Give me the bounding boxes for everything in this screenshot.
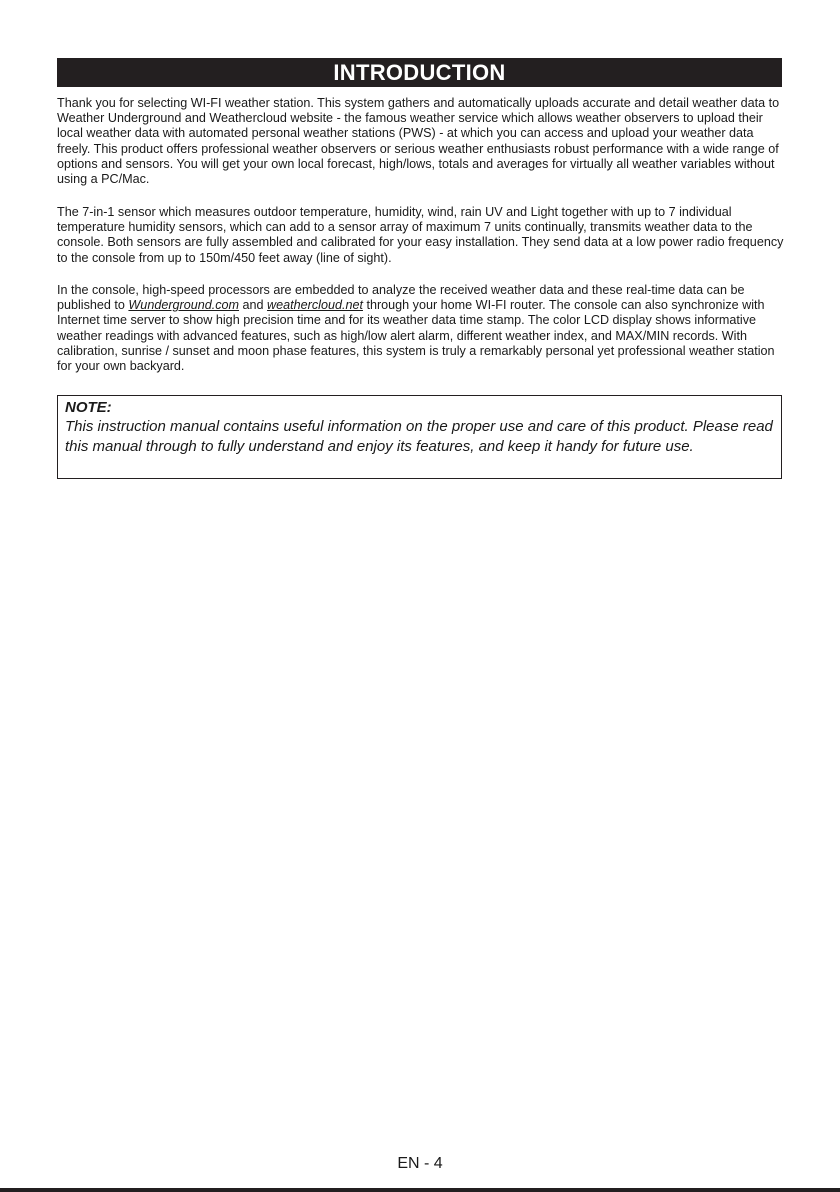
note-text: This instruction manual contains useful information on the proper use and care of this product. Please read this manual through to fully understand and enjoy its features, and keep it handy for future use. (65, 418, 773, 455)
section-title: INTRODUCTION (57, 58, 782, 87)
paragraph-3-text-start: In the console, high-speed processors are embedded to analyze the received weather data and these real-time data can be published to (57, 283, 745, 313)
paragraph-3-text-end: through your home WI-FI router. The console can also synchronize with Internet time server to show high precision time and for its weather data time stamp. The color LCD display shows informative weather readings with advanced features, such as high/low alert alarm, different weather index, and MAX/MIN records. With calibration, sunrise / sunset and moon phase features, this system is truly a remarkably personal yet professional weather station for your own backyard. (57, 298, 775, 374)
wunderground-link[interactable]: Wunderground.com (128, 298, 240, 313)
intro-paragraph-2: The 7-in-1 sensor which measures outdoor temperature, humidity, wind, rain UV and Light together with up to 7 individual temperature humidity sensors, which can add to a sensor array of maximum 7 units continually, transmits weather data to the console. Both sensors are fully assembled and calibrated for your easy installation. They send data at a low power radio frequency to the console from up to 150m/450 feet away (line of sight). (57, 205, 784, 265)
bottom-divider (0, 1188, 840, 1192)
note-box (57, 395, 782, 479)
page-number: EN - 4 (397, 1155, 443, 1172)
weathercloud-link[interactable]: weathercloud.net (267, 298, 363, 313)
note-title: NOTE: (65, 399, 112, 416)
paragraph-3-text-and: and (239, 298, 268, 313)
intro-paragraph-3 (57, 283, 785, 374)
intro-paragraph-1: Thank you for selecting WI-FI weather station. This system gathers and automatically uploads accurate and detail weather data to Weather Underground and Weathercloud website - the famous weather service which allows weather observers to upload their local weather data with automated personal weather stations (PWS) - at which you can access and upload your weather data freely. This product offers professional weather observers or serious weather enthusiasts robust performance with a wide range of options and sensors. You will get your own local forecast, high/lows, totals and averages for virtually all weather variables without using a PC/Mac. (57, 96, 780, 187)
